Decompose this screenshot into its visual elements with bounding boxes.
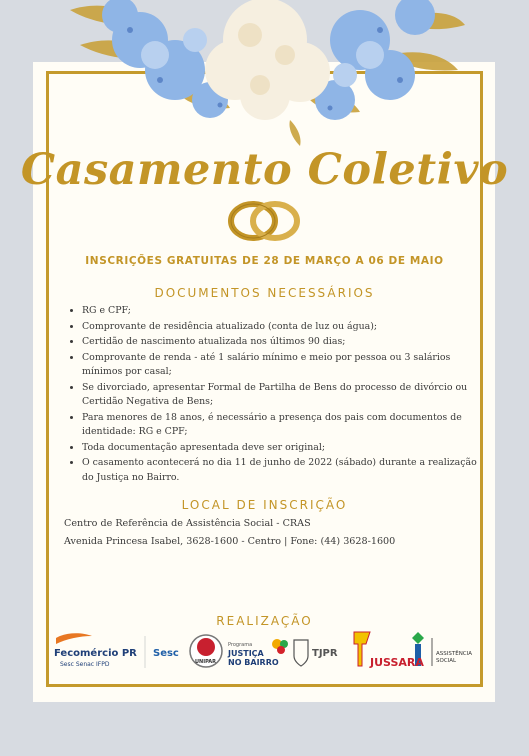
svg-text:UNIPAR: UNIPAR <box>195 659 217 665</box>
list-item: • O casamento acontecerá no dia 11 de junho de 2022 (sábado) durante a realização do Justiça no Bairro. <box>82 456 482 485</box>
fecomercio-logo <box>54 633 137 668</box>
sesc-logo: Sesc <box>153 648 179 659</box>
tjpr-logo <box>294 640 338 666</box>
list-item: • Comprovante de residência atualizado (conta de luz ou água); <box>82 320 482 335</box>
svg-text:JUSSARA: JUSSARA <box>370 656 424 669</box>
svg-text:Sesc Senac IFPD: Sesc Senac IFPD <box>60 661 110 668</box>
list-item: • Certidão de nascimento atualizada nos últimos 90 dias; <box>82 335 482 350</box>
jussara-logo <box>354 632 424 669</box>
local-heading: LOCAL DE INSCRIÇÃO <box>181 498 348 512</box>
floral-decoration-image <box>60 0 470 150</box>
svg-text:JUSTIÇA: JUSTIÇA <box>228 649 264 658</box>
list-item: • Para menores de 18 anos, é necessário a presença dos pais com documentos de identidade: RG e CPF; <box>82 411 482 440</box>
svg-text:Programa: Programa <box>228 642 253 648</box>
list-item: • Comprovante de renda - até 1 salário mínimo e meio por pessoa ou 3 salários mínimos por casal; <box>82 351 482 380</box>
unipar-logo <box>190 635 222 667</box>
sponsor-logos <box>52 630 482 674</box>
assistencia-social-logo: ASSISTÊNCIA <box>436 651 473 657</box>
wedding-rings-icon <box>225 197 305 245</box>
registration-dates: INSCRIÇÕES GRATUITAS DE 28 DE MARÇO A 06 DE MAIO <box>85 255 444 267</box>
local-address-line1: Centro de Referência de Assistência Social - CRAS <box>64 518 311 529</box>
documents-heading: DOCUMENTOS NECESSÁRIOS <box>154 286 375 300</box>
justica-no-bairro-logo <box>227 639 288 667</box>
documents-list <box>64 304 482 486</box>
svg-text:NO BAIRRO: NO BAIRRO <box>228 658 279 667</box>
list-item: • Se divorciado, apresentar Formal de Partilha de Bens do processo de divórcio ou Certidão Negativa de Bens; <box>82 381 482 410</box>
list-item: • Toda documentação apresentada deve ser original; <box>82 441 482 456</box>
realizacao-heading: REALIZAÇÃO <box>216 614 313 628</box>
svg-text:Fecomércio PR: Fecomércio PR <box>54 648 137 659</box>
svg-text:TJPR: TJPR <box>312 648 338 659</box>
local-address-line2: Avenida Princesa Isabel, 3628-1600 - Centro | Fone: (44) 3628-1600 <box>64 536 396 547</box>
assistencia-social-logo-line2: SOCIAL <box>436 658 457 664</box>
event-title: Casamento Coletivo <box>20 145 509 195</box>
list-item: • RG e CPF; <box>82 304 482 319</box>
